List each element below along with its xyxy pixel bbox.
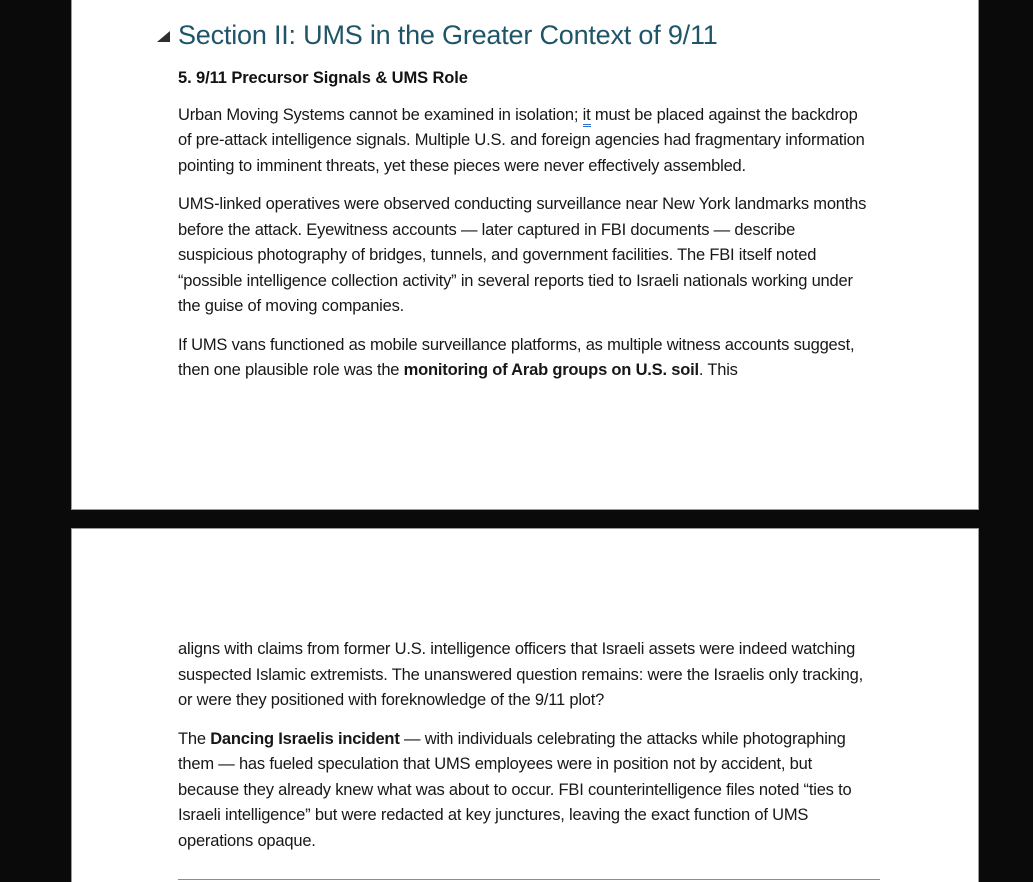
bold-text-run: Dancing Israelis incident [210,729,400,748]
text-run: aligns with claims from former U.S. intelligence officers that Israeli assets were indeed watching suspected Islamic extremists. The unanswered question remains: were the Israelis only tracking, or were they positioned with foreknowledge of the 9/11 plot? [178,640,864,709]
paragraph[interactable] [178,103,874,180]
paragraph[interactable] [178,333,874,384]
text-run: UMS-linked operatives were observed conducting surveillance near New York landmarks months before the attack. Eyewitness accounts — later captured in FBI documents — describe suspicious photography of bridges, tunnels, and government facilities. The FBI itself noted “possible intelligence collection activity” in several reports tied to Israeli nationals working under the guise of moving companies. [178,195,867,316]
section-heading-row [178,19,874,53]
text-run: . This [698,361,738,380]
bold-text-run: monitoring of Arab groups on U.S. soil [403,361,699,380]
grammar-flagged-word: it [583,106,591,127]
paragraph[interactable] [178,727,874,855]
text-run: The [178,729,211,748]
subsection-heading[interactable]: 5. 9/11 Precursor Signals & UMS Role [178,68,468,87]
text-run: If UMS vans functioned as mobile surveillance platforms, as multiple witness accounts suggest, then one plausible role was the [178,335,855,380]
page-2-content [178,637,874,882]
document-page-1[interactable] [71,0,979,510]
text-run: must be placed against the backdrop of pre-attack intelligence signals. Multiple U.S. and foreign agencies had fragmentary information pointing to imminent threats, yet these pieces were never effectively assembled. [178,105,865,175]
paragraph[interactable] [178,192,874,320]
document-page-2[interactable] [71,528,979,882]
page-1-content [178,19,874,397]
heading-collapse-triangle-icon[interactable] [157,31,170,42]
text-run: — with individuals celebrating the attacks while photographing them — has fueled speculation that UMS employees were in position not by accident, but because they already knew what was about to occur. FBI counterintelligence files noted “ties to Israeli intelligence” but were redacted at key junctures, leaving the exact function of UMS operations opaque. [178,729,852,850]
paragraph[interactable] [178,637,874,714]
section-heading[interactable]: Section II: UMS in the Greater Context of 9/11 [178,20,718,50]
text-run: Urban Moving Systems cannot be examined in isolation; [178,105,583,124]
